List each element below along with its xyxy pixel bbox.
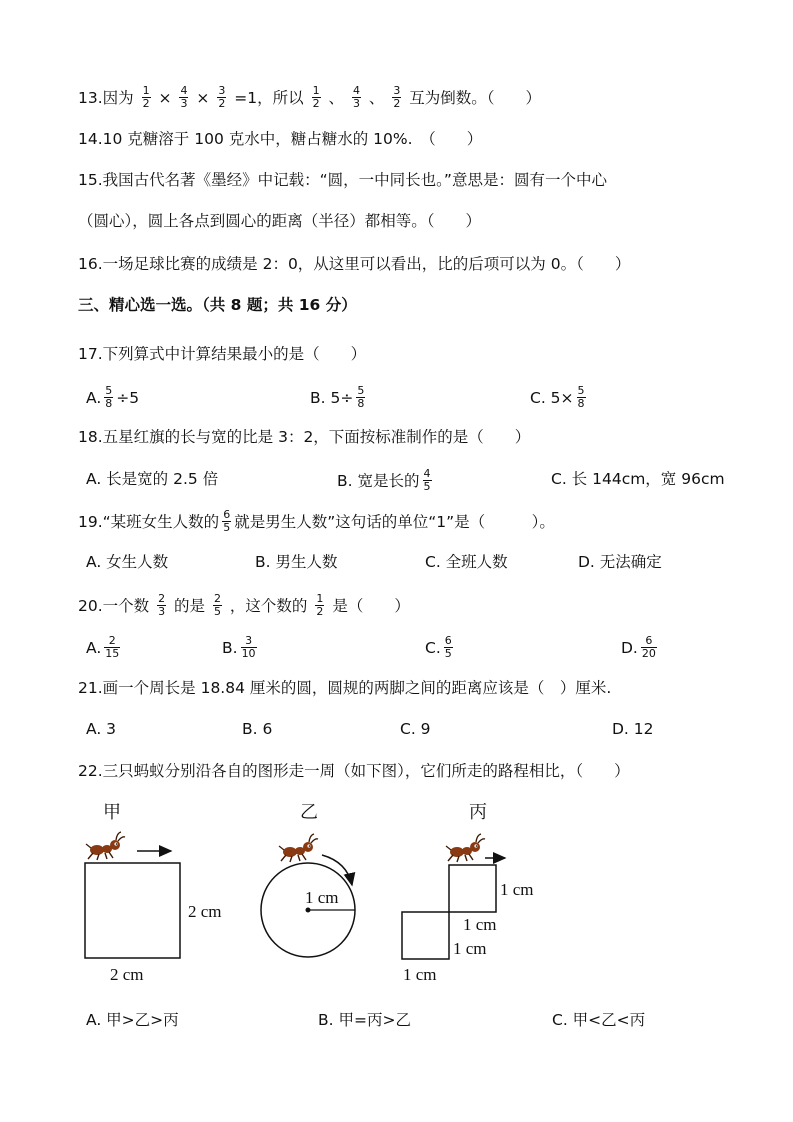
question-21: 21.画一个周长是 18.84 厘米的圆，圆规的两脚之间的距离应该是（ ）厘米. [78, 679, 612, 697]
question-14: 14.10 克糖溶于 100 克水中，糖占糖水的 10%. （ ） [78, 130, 483, 148]
q17-option-b[interactable]: B. 5÷ $\frac{5}{8}$ [310, 384, 365, 410]
q17-option-c[interactable]: C. 5× $\frac{5}{8}$ [530, 384, 585, 410]
q22-option-c[interactable]: C. 甲<乙<丙 [552, 1011, 646, 1029]
question-18: 18.五星红旗的长与宽的比是 3：2，下面按标准制作的是（ ） [78, 428, 531, 446]
question-19: 19.“某班女生人数的 $\frac{6}{5}$ 就是男生人数”这句话的单位“1”是（ ）。 [78, 508, 555, 534]
ant-icon [279, 834, 318, 862]
ant-icon [446, 834, 485, 862]
q21-option-a[interactable]: A. 3 [86, 720, 117, 738]
section-3-title: 三、精心选一选。（共 8 题；共 16 分） [78, 296, 357, 314]
q21-option-c[interactable]: C. 9 [400, 720, 431, 738]
ant-icon [86, 832, 125, 860]
arrow-icon [322, 855, 352, 885]
yi-radius-length: 1 cm [305, 888, 339, 907]
q18-option-a[interactable]: A. 长是宽的 2.5 倍 [86, 470, 219, 488]
q21-option-b[interactable]: B. 6 [242, 720, 273, 738]
q17-option-a[interactable]: A. $\frac{5}{8}$ ÷5 [86, 384, 140, 410]
q18-option-c[interactable]: C. 长 144cm，宽 96cm [551, 470, 725, 488]
figure-label-yi: 乙 [300, 802, 318, 823]
q22-option-a[interactable]: A. 甲>乙>丙 [86, 1011, 179, 1029]
question-22: 22.三只蚂蚁分别沿各自的图形走一周（如下图），它们所走的路程相比，（ ） [78, 762, 630, 780]
square-path-bing-bottom [402, 912, 449, 959]
figure-label-jia: 甲 [103, 802, 121, 823]
jia-side-length: 2 cm [188, 902, 222, 921]
q22-option-b[interactable]: B. 甲=丙>乙 [318, 1011, 411, 1029]
q19-option-d[interactable]: D. 无法确定 [578, 553, 662, 571]
bing-right-length: 1 cm [500, 880, 534, 899]
figure-label-bing: 丙 [469, 802, 487, 823]
q19-option-c[interactable]: C. 全班人数 [425, 553, 508, 571]
bing-mid-length-2: 1 cm [453, 939, 487, 958]
q19-option-b[interactable]: B. 男生人数 [255, 553, 338, 571]
q21-option-d[interactable]: D. 12 [612, 720, 654, 738]
question-17: 17.下列算式中计算结果最小的是（ ） [78, 345, 367, 363]
question-16: 16.一场足球比赛的成绩是 2：0，从这里可以看出，比的后项可以为 0。（ ） [78, 255, 631, 273]
question-13: 13.因为 $\frac{1}{2}$ × $\frac{4}{3}$ × $\frac{3}{2}$ =1，所以 $\frac{1}{2}$ 、 $\frac{4}{3}$ 、 $\frac{3}{2}$ 互为倒数。（ ） [78, 84, 542, 110]
square-path-bing-top [449, 865, 496, 912]
q20-option-a[interactable]: A. $\frac{2}{15}$ [86, 634, 120, 660]
question-15-line2: （圆心），圆上各点到圆心的距离（半径）都相等。（ ） [78, 212, 482, 230]
question-15-line1: 15.我国古代名著《墨经》中记载：“圆，一中同长也。”意思是：圆有一个中心 [78, 171, 607, 189]
q19-option-a[interactable]: A. 女生人数 [86, 553, 169, 571]
question-20: 20.一个数 $\frac{2}{3}$ 的是 $\frac{2}{5}$ ，这个数的 $\frac{1}{2}$ 是（ ） [78, 592, 410, 618]
bing-bottom-length: 1 cm [403, 965, 437, 984]
q20-option-c[interactable]: C. $\frac{6}{5}$ [425, 634, 452, 660]
q18-option-b[interactable]: B. 宽是长的 $\frac{4}{5}$ [337, 467, 431, 493]
q20-option-b[interactable]: B. $\frac{3}{10}$ [222, 634, 256, 660]
bing-mid-length-1: 1 cm [463, 915, 497, 934]
jia-bottom-length: 2 cm [110, 965, 144, 984]
q20-option-d[interactable]: D. $\frac{6}{20}$ [621, 634, 656, 660]
square-path-jia [85, 863, 180, 958]
